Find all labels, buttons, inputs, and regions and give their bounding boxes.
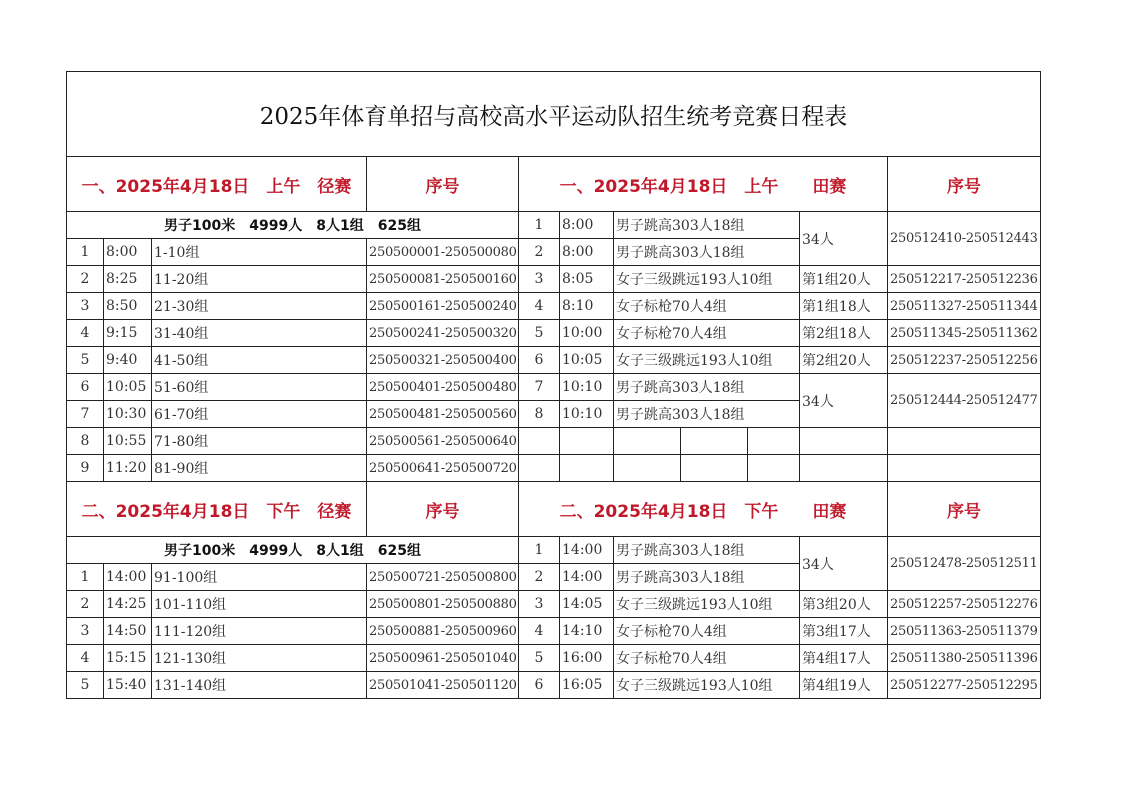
row-id-range: 250500721-250500800 <box>366 563 519 591</box>
row-groups: 41-50组 <box>151 346 367 374</box>
row-time: 14:00 <box>559 536 614 564</box>
row-event: 男子跳高303人18组 <box>613 373 800 401</box>
empty-cell <box>613 454 681 482</box>
row-id-range: 250500881-250500960 <box>366 617 519 645</box>
row-number: 2 <box>518 563 560 591</box>
row-id-range: 250500481-250500560 <box>366 400 519 428</box>
row-id-range: 250500801-250500880 <box>366 590 519 618</box>
row-time: 16:00 <box>559 644 614 672</box>
row-time: 14:50 <box>103 617 152 645</box>
row-event: 男子跳高303人18组 <box>613 238 800 266</box>
row-groups: 1-10组 <box>151 238 367 266</box>
merged-count: 34人 <box>799 536 888 591</box>
row-id-range: 250500641-250500720 <box>366 454 519 482</box>
row-event: 女子标枪70人4组 <box>613 617 800 645</box>
seq-header-am-field: 序号 <box>887 156 1041 212</box>
row-count: 第2组18人 <box>799 319 888 347</box>
row-number: 7 <box>518 373 560 401</box>
row-id-range: 250500401-250500480 <box>366 373 519 401</box>
row-event: 女子三级跳远193人10组 <box>613 590 800 618</box>
row-number: 6 <box>518 346 560 374</box>
empty-cell <box>747 454 800 482</box>
row-time: 8:05 <box>559 265 614 293</box>
row-number: 5 <box>66 346 104 374</box>
row-id-range: 250500081-250500160 <box>366 265 519 293</box>
row-event: 男子跳高303人18组 <box>613 211 800 239</box>
row-number: 1 <box>66 238 104 266</box>
row-time: 9:15 <box>103 319 152 347</box>
row-time: 8:00 <box>559 238 614 266</box>
row-time: 9:40 <box>103 346 152 374</box>
row-groups: 21-30组 <box>151 292 367 320</box>
row-count: 第3组17人 <box>799 617 888 645</box>
row-count: 第4组19人 <box>799 671 888 699</box>
row-number: 4 <box>518 617 560 645</box>
row-groups: 71-80组 <box>151 427 367 455</box>
row-count: 第4组17人 <box>799 644 888 672</box>
empty-cell <box>747 427 800 455</box>
row-groups: 61-70组 <box>151 400 367 428</box>
row-number: 4 <box>66 644 104 672</box>
row-time: 14:25 <box>103 590 152 618</box>
empty-cell <box>613 427 681 455</box>
row-time: 10:10 <box>559 400 614 428</box>
section-header-am-field: 一、2025年4月18日 上午 田赛 <box>518 156 888 212</box>
row-number: 6 <box>518 671 560 699</box>
row-count: 第1组20人 <box>799 265 888 293</box>
row-time: 8:00 <box>559 211 614 239</box>
row-id-range: 250511327-250511344 <box>887 292 1041 320</box>
row-number: 2 <box>66 590 104 618</box>
row-groups: 11-20组 <box>151 265 367 293</box>
section-header-pm-track: 二、2025年4月18日 下午 径赛 <box>66 481 367 537</box>
row-groups: 111-120组 <box>151 617 367 645</box>
merged-count: 34人 <box>799 211 888 266</box>
seq-header-pm-field: 序号 <box>887 481 1041 537</box>
row-id-range: 250511380-250511396 <box>887 644 1041 672</box>
row-number: 5 <box>66 671 104 699</box>
row-number: 5 <box>518 319 560 347</box>
row-number: 3 <box>518 590 560 618</box>
empty-cell <box>680 454 748 482</box>
row-number: 3 <box>66 292 104 320</box>
row-number: 3 <box>66 617 104 645</box>
row-number: 3 <box>518 265 560 293</box>
row-groups: 121-130组 <box>151 644 367 672</box>
row-event: 女子标枪70人4组 <box>613 292 800 320</box>
row-number: 6 <box>66 373 104 401</box>
row-id-range: 250512257-250512276 <box>887 590 1041 618</box>
row-count: 第3组20人 <box>799 590 888 618</box>
row-time: 14:00 <box>559 563 614 591</box>
event-line-am-track: 男子100米 4999人 8人1组 625组 <box>66 211 519 239</box>
row-event: 女子三级跳远193人10组 <box>613 346 800 374</box>
row-number: 1 <box>518 536 560 564</box>
row-id-range: 250500961-250501040 <box>366 644 519 672</box>
row-time: 15:40 <box>103 671 152 699</box>
row-id-range: 250500321-250500400 <box>366 346 519 374</box>
row-number: 4 <box>66 319 104 347</box>
row-groups: 131-140组 <box>151 671 367 699</box>
row-id-range: 250500241-250500320 <box>366 319 519 347</box>
empty-cell <box>799 454 888 482</box>
row-number: 1 <box>518 211 560 239</box>
merged-id-range: 250512410-250512443 <box>887 211 1041 266</box>
row-id-range: 250511345-250511362 <box>887 319 1041 347</box>
row-event: 女子标枪70人4组 <box>613 644 800 672</box>
row-time: 10:00 <box>559 319 614 347</box>
row-time: 14:10 <box>559 617 614 645</box>
empty-cell <box>887 427 1041 455</box>
row-number: 1 <box>66 563 104 591</box>
event-line-pm-track: 男子100米 4999人 8人1组 625组 <box>66 536 519 564</box>
row-id-range: 250512277-250512295 <box>887 671 1041 699</box>
row-time: 10:05 <box>103 373 152 401</box>
merged-id-range: 250512478-250512511 <box>887 536 1041 591</box>
row-event: 男子跳高303人18组 <box>613 536 800 564</box>
row-time: 10:10 <box>559 373 614 401</box>
empty-cell <box>680 427 748 455</box>
row-time: 8:10 <box>559 292 614 320</box>
row-time: 10:55 <box>103 427 152 455</box>
merged-count: 34人 <box>799 373 888 428</box>
row-event: 女子三级跳远193人10组 <box>613 671 800 699</box>
row-time: 11:20 <box>103 454 152 482</box>
row-id-range: 250511363-250511379 <box>887 617 1041 645</box>
row-groups: 31-40组 <box>151 319 367 347</box>
row-id-range: 250500001-250500080 <box>366 238 519 266</box>
merged-id-range: 250512444-250512477 <box>887 373 1041 428</box>
row-time: 15:15 <box>103 644 152 672</box>
row-time: 8:00 <box>103 238 152 266</box>
seq-header-am-track: 序号 <box>366 156 519 212</box>
section-header-pm-field: 二、2025年4月18日 下午 田赛 <box>518 481 888 537</box>
row-time: 14:05 <box>559 590 614 618</box>
row-groups: 51-60组 <box>151 373 367 401</box>
row-number: 4 <box>518 292 560 320</box>
row-time: 16:05 <box>559 671 614 699</box>
row-event: 男子跳高303人18组 <box>613 400 800 428</box>
row-id-range: 250501041-250501120 <box>366 671 519 699</box>
empty-cell <box>518 427 560 455</box>
row-groups: 81-90组 <box>151 454 367 482</box>
row-event: 女子三级跳远193人10组 <box>613 265 800 293</box>
row-count: 第2组20人 <box>799 346 888 374</box>
row-time: 8:50 <box>103 292 152 320</box>
row-id-range: 250512237-250512256 <box>887 346 1041 374</box>
row-time: 8:25 <box>103 265 152 293</box>
section-header-am-track: 一、2025年4月18日 上午 径赛 <box>66 156 367 212</box>
row-groups: 101-110组 <box>151 590 367 618</box>
row-groups: 91-100组 <box>151 563 367 591</box>
row-time: 14:00 <box>103 563 152 591</box>
row-id-range: 250512217-250512236 <box>887 265 1041 293</box>
row-id-range: 250500561-250500640 <box>366 427 519 455</box>
row-number: 2 <box>66 265 104 293</box>
row-number: 5 <box>518 644 560 672</box>
row-time: 10:05 <box>559 346 614 374</box>
row-count: 第1组18人 <box>799 292 888 320</box>
empty-cell <box>887 454 1041 482</box>
row-number: 8 <box>66 427 104 455</box>
row-number: 7 <box>66 400 104 428</box>
seq-header-pm-track: 序号 <box>366 481 519 537</box>
row-number: 9 <box>66 454 104 482</box>
row-event: 女子标枪70人4组 <box>613 319 800 347</box>
empty-cell <box>559 427 614 455</box>
page-title: 2025年体育单招与高校高水平运动队招生统考竞赛日程表 <box>66 71 1041 157</box>
empty-cell <box>799 427 888 455</box>
row-time: 10:30 <box>103 400 152 428</box>
empty-cell <box>518 454 560 482</box>
row-event: 男子跳高303人18组 <box>613 563 800 591</box>
row-number: 8 <box>518 400 560 428</box>
empty-cell <box>559 454 614 482</box>
row-number: 2 <box>518 238 560 266</box>
row-id-range: 250500161-250500240 <box>366 292 519 320</box>
